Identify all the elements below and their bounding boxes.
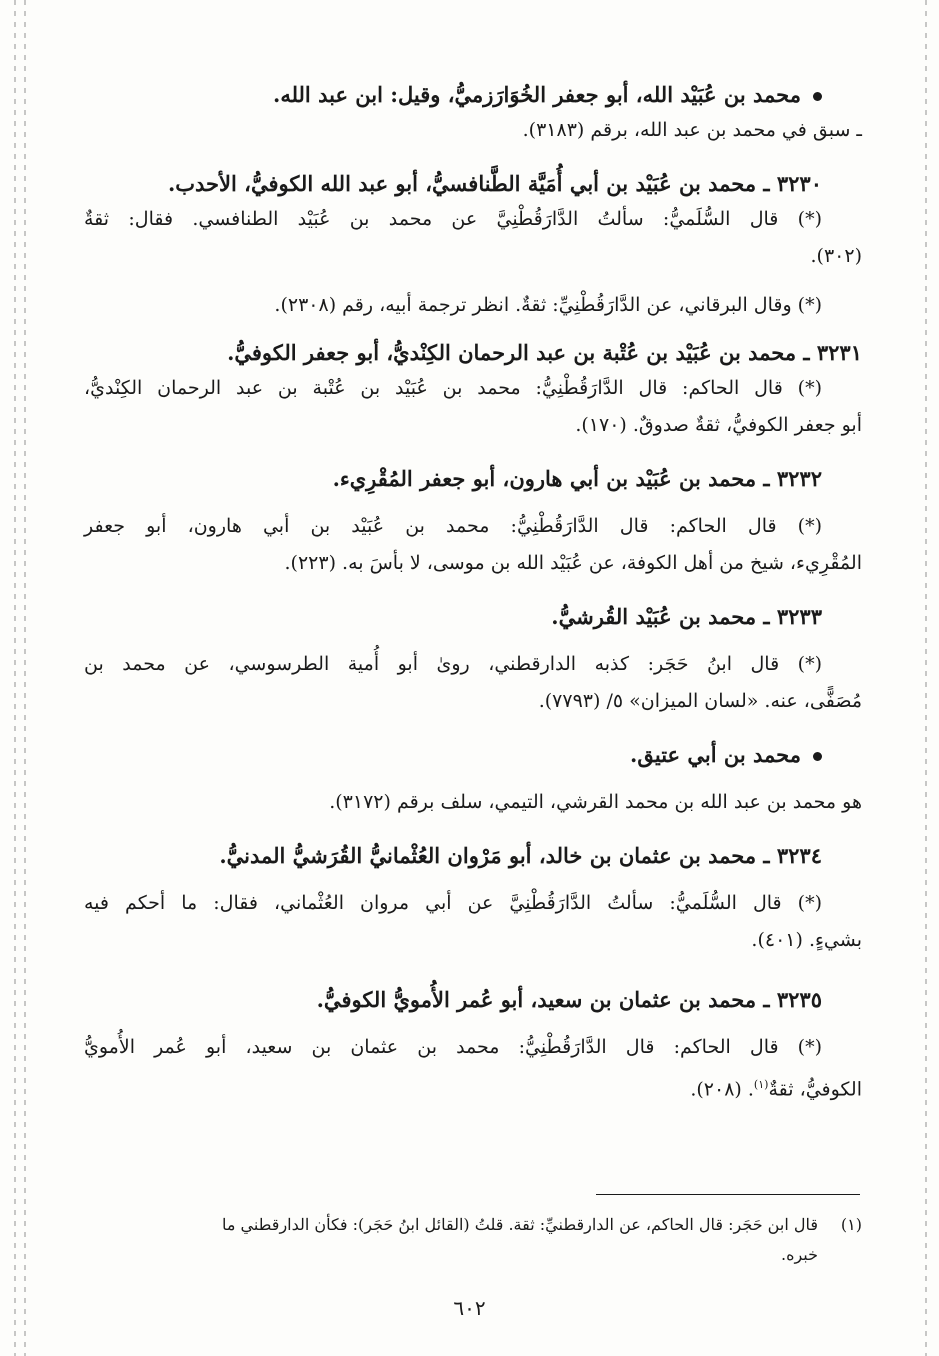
- entry-text: المُقْرِيء، شيخ من أهل الكوفة، عن عُبَيْد الله بن موسى، لا بأسَ به. (٢٢٣).: [284, 552, 862, 574]
- entry-text: الكوفيُّ، ثقةٌ$^{(١)}$. (٢٠٨).: [690, 1078, 862, 1101]
- entry-heading: ٣٢٣٣ ـ محمد بن عُبَيْد القُرشيُّ.: [551, 604, 822, 629]
- entry-text: بشيءٍ. (٤٠١).: [751, 929, 862, 951]
- entry-text: مُصَفًّى، عنه. «لسان الميزان» ٥/ (٧٧٩٣).: [538, 690, 862, 712]
- entry-heading: محمد بن عُبَيْد الله، أبو جعفر الخُوَارَزميُّ، وقيل: ابن عبد الله.: [84, 78, 862, 112]
- entry-text: (*) وقال البرقاني، عن الدَّارَقُطْنِيِّ: ثقةٌ. انظر ترجمة أبيه، رقم (٢٣٠٨).: [274, 294, 822, 316]
- entry-text: (*) قال الحاكم: قال الدَّارَقُطْنِيُّ: محمد بن عثمان بن سعيد، أبو عُمر الأُمويُّ: [84, 1036, 822, 1058]
- entry-text: (*) قال الحاكم: قال الدَّارَقُطْنِيُّ: محمد بن عُبَيْد بن أبي هارون، أبو جعفر: [84, 515, 822, 537]
- entry-heading: ٣٢٣٥ ـ محمد بن عثمان بن سعيد، أبو عُمر الأُمويُّ الكوفيُّ.: [316, 987, 822, 1012]
- footnote-text: خبره.: [780, 1245, 818, 1264]
- footnote-separator: [596, 1194, 860, 1195]
- entry-text: هو محمد بن عبد الله بن محمد القرشي، التيمي، سلف برقم (٣١٧٢).: [329, 791, 862, 813]
- footnote-text: قال ابن حَجَر: قال الحاكم، عن الدارقطنيِّ: ثقة. قلتُ (القائل ابنُ حَجَر): فكأن الدارقطني ما: [221, 1215, 818, 1234]
- entry-text: (*) قال السُّلَميُّ: سألتُ الدَّارَقُطْنِيَّ عن أبي مروان العُثْماني، فقال: ما أحكم فيه: [84, 892, 822, 914]
- entry-text: (*) قال الحاكم: قال الدَّارَقُطْنِيُّ: محمد بن عُبَيْد بن عُتْبة بن عبد الرحمان الكِنْديُّ،: [84, 377, 822, 399]
- entry-heading: ٣٢٣٢ ـ محمد بن عُبَيْد بن أبي هارون، أبو جعفر المُقْرِيء.: [332, 466, 822, 491]
- left-edge-dots: [14, 0, 16, 1356]
- page-number: ٦٠٢: [453, 1296, 486, 1320]
- entry-heading: محمد بن أبي عتيق.: [84, 738, 862, 772]
- entry-text: (*) قال السُّلَميُّ: سألتُ الدَّارَقُطْنِيَّ عن محمد بن عُبَيْد الطنافسي. فقال: ثقةٌ: [84, 208, 822, 230]
- footnote: [84, 1210, 862, 1270]
- entry-heading: ٣٢٣١ ـ محمد بن عُبَيْد بن عُتْبة بن عبد الرحمان الكِنْديُّ، أبو جعفر الكوفيُّ.: [227, 340, 862, 365]
- entry-text: ـ سبق في محمد بن عبد الله، برقم (٣١٨٣).: [522, 119, 862, 141]
- document-page: [84, 78, 862, 1108]
- bullet-icon: [813, 752, 822, 761]
- entry-heading: ٣٢٣٠ ـ محمد بن عُبَيْد بن أبي أُمَيَّة الطَّنافسيُّ، أبو عبد الله الكوفيُّ، الأحدب.: [167, 171, 822, 196]
- entry-heading: ٣٢٣٤ ـ محمد بن عثمان بن خالد، أبو مَرْوان العُثْمانيُّ القُرَشيُّ المدنيُّ.: [219, 843, 822, 868]
- bullet-icon: [813, 92, 822, 101]
- footnote-number: (١): [840, 1215, 862, 1234]
- entry-text: (*) قال ابنُ حَجَر: كذبه الدارقطني، روىٰ أبو أُمية الطرسوسي، عن محمد بن: [84, 653, 822, 675]
- right-edge-dots: [925, 0, 927, 1356]
- left-edge-dots-2: [24, 0, 26, 1356]
- footnote-marker: (١): [753, 1078, 769, 1091]
- entry-text: (٣٠٢).: [810, 245, 862, 267]
- entry-text: أبو جعفر الكوفيُّ، ثقةٌ صدوقٌ. (١٧٠).: [575, 414, 862, 436]
